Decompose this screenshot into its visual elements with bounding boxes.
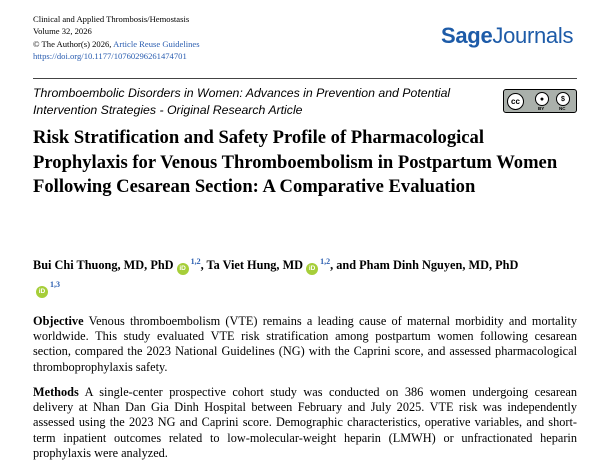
author-list <box>33 252 581 298</box>
journal-volume: Volume 32, 2026 <box>33 26 92 37</box>
nc-dollar-icon: $ <box>556 92 570 106</box>
author-separator: , <box>200 258 207 272</box>
copyright-line <box>33 38 200 50</box>
author-name[interactable]: Pham Dinh Nguyen, MD, PhD <box>359 258 519 272</box>
author-separator: , and <box>330 258 360 272</box>
copyright-text: © The Author(s) 2026, <box>33 38 112 49</box>
by-label: BY <box>538 106 545 111</box>
doi-link[interactable]: https://doi.org/10.1177/10760296261474701 <box>33 51 187 62</box>
sage-journals-logo[interactable] <box>441 23 573 49</box>
logo-bold-part: Sage <box>441 23 493 48</box>
objective-text: Venous thromboembolism (VTE) remains a leading cause of maternal morbidity and mortality worldwide. This study evaluated VTE risk stratification among postpartum women following cesarean section, compared the 2023 National Guidelines (NG) with the Caprini score, and assessed pharmacological thromboprophylaxis safety. <box>33 314 577 374</box>
header-divider <box>33 78 577 79</box>
methods-text: A single-center prospective cohort study was conducted on 386 women undergoing cesarean delivery at Nhan Dan Gia Dinh Hospital between February and July 2025. VTE risk was independently assessed using the 2023 NG and Caprini score. Demographic characteristics, operative variables, and short-term inpatient outcomes related to low-molecular-weight heparin (LMWH) or unfractionated heparin prophylaxis were analyzed. <box>33 385 578 460</box>
reuse-guidelines-link[interactable]: Article Reuse Guidelines <box>113 38 200 49</box>
logo-rest-part: Journals <box>492 23 574 48</box>
abstract-objective <box>33 314 577 375</box>
article-series: Thromboembolic Disorders in Women: Advances in Prevention and Potential Intervention Strategies - Original Research Article <box>33 86 451 117</box>
author-affiliation[interactable]: 1,2 <box>320 257 331 266</box>
objective-heading: Objective <box>33 314 84 328</box>
orcid-icon[interactable]: iD <box>306 263 318 275</box>
author-affiliation[interactable]: 1,3 <box>50 280 60 289</box>
journal-name: Clinical and Applied Thrombosis/Hemostasis <box>33 14 190 24</box>
orcid-icon[interactable]: iD <box>177 263 189 275</box>
author-affiliation[interactable]: 1,2 <box>190 257 201 266</box>
article-title: Risk Stratification and Safety Profile of Pharmacological Prophylaxis for Venous Thromboembolism in Postpartum Women Following Cesarean Section: A Comparative Evaluation <box>33 127 558 197</box>
abstract-methods <box>33 385 577 461</box>
by-person-icon: ● <box>535 92 549 106</box>
orcid-icon[interactable]: iD <box>36 286 48 298</box>
cc-icon: cc <box>507 93 524 110</box>
cc-license-badge[interactable] <box>503 89 577 113</box>
author-name[interactable]: Ta Viet Hung, MD <box>206 258 304 272</box>
nc-label: NC <box>559 106 566 111</box>
methods-heading: Methods <box>33 385 79 399</box>
author-name[interactable]: Bui Chi Thuong, MD, PhD <box>33 258 174 272</box>
journal-meta <box>33 13 200 63</box>
